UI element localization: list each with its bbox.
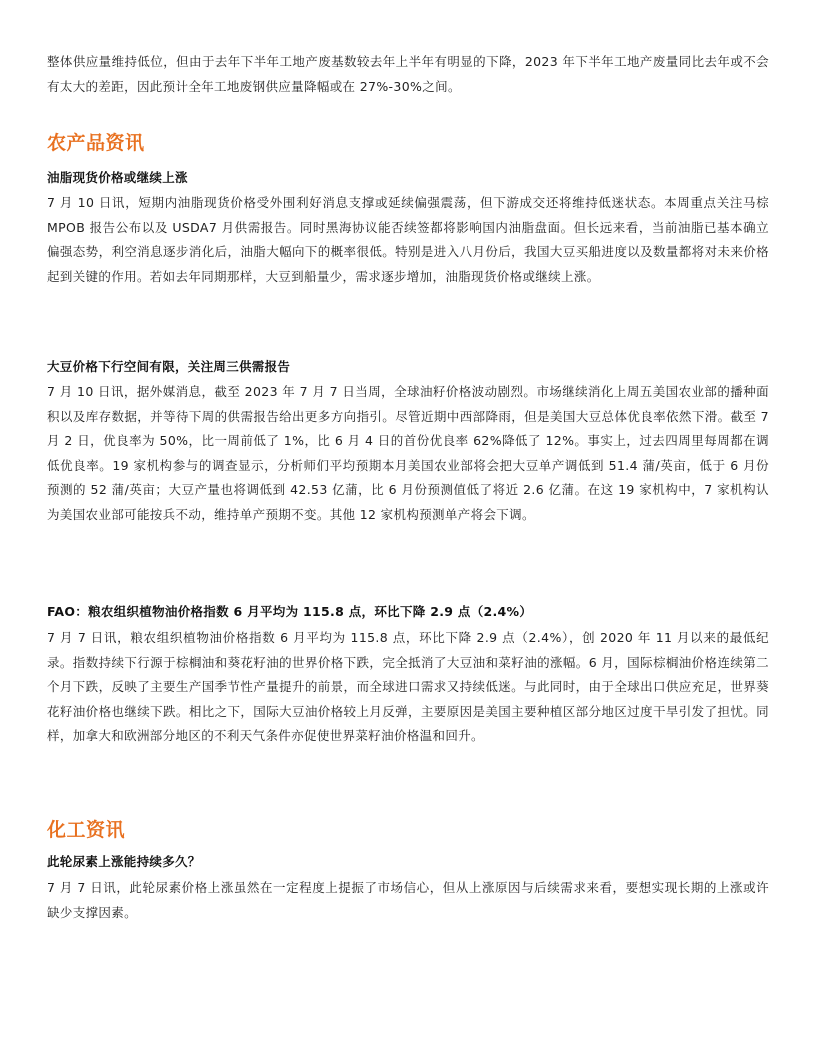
article-body-soybean: 7 月 10 日讯，据外媒消息，截至 2023 年 7 月 7 日当周，全球油籽价格波动剧烈。市场继续消化上周五美国农业部的播种面积以及库存数据，并等待下周的供需报告给出更多方向指引。尽管近期中西部降雨，但是美国大豆总体优良率依然下滑。截至 7 月 2 日，优良率为 50%，比一周前低了 1%，比 6 月 4 日的首份优良率 62%降低了 12%。事实上，过去四周里每周都在调低优良率。19 家机构参与的调查显示，分析师们平均预期本月美国农业部将会把大豆单产调低到 51.4 蒲/英亩，低于 6 月份预测的 52 蒲/英亩；大豆产量也将调低到 42.53 亿蒲，比 6 月份预测值低了将近 2.6 亿蒲。在这 19 家机构中，7 家机构认为美国农业部可能按兵不动，维持单产预期不变。其他 12 家机构预测单产将会下调。 xyxy=(47,384,769,522)
section-title-agriculture: 农产品资讯 xyxy=(47,132,145,154)
intro-paragraph: 整体供应量维持低位，但由于去年下半年工地产废基数较去年上半年有明显的下降，2023 年下半年工地产废量同比去年或不会有太大的差距，因此预计全年工地废钢供应量降幅或在 27%-30%之间。 xyxy=(47,54,769,94)
section-title-chemical: 化工资讯 xyxy=(47,819,126,841)
article-body-fao: 7 月 7 日讯，粮农组织植物油价格指数 6 月平均为 115.8 点，环比下降 2.9 点（2.4%），创 2020 年 11 月以来的最低纪录。指数持续下行源于棕榈油和葵花籽油的世界价格下跌，完全抵消了大豆油和菜籽油的涨幅。6 月，国际棕榈油价格连续第二个月下跌，反映了主要生产国季节性产量提升的前景，而全球进口需求又持续低迷。与此同时，由于全球出口供应充足，世界葵花籽油价格也继续下跌。相比之下，国际大豆油价格较上月反弹，主要原因是美国主要种植区部分地区过度干旱引发了担忧。同样，加拿大和欧洲部分地区的不利天气条件亦促使世界菜籽油价格温和回升。 xyxy=(47,630,769,743)
article-title-urea: 此轮尿素上涨能持续多久？ xyxy=(47,854,201,869)
article-title-fao: FAO：粮农组织植物油价格指数 6 月平均为 115.8 点，环比下降 2.9 点（2.4%） xyxy=(47,604,533,619)
article-title-soybean: 大豆价格下行空间有限，关注周三供需报告 xyxy=(47,359,291,374)
article-title-oil-price: 油脂现货价格或继续上涨 xyxy=(47,170,188,185)
article-body-oil-price: 7 月 10 日讯，短期内油脂现货价格受外围利好消息支撑或延续偏强震荡，但下游成交还将维持低迷状态。本周重点关注马棕 MPOB 报告公布以及 USDA7 月供需报告。同时黑海协议能否续签都将影响国内油脂盘面。但长远来看，当前油脂已基本确立偏强态势，利空消息逐步消化后，油脂大幅向下的概率很低。特别是进入八月份后，我国大豆买船进度以及数量都将对未来价格起到关键的作用。若如去年同期那样，大豆到船量少，需求逐步增加，油脂现货价格或继续上涨。 xyxy=(47,195,769,284)
article-body-urea: 7 月 7 日讯，此轮尿素价格上涨虽然在一定程度上提振了市场信心，但从上涨原因与后续需求来看，要想实现长期的上涨或许缺少支撑因素。 xyxy=(47,880,769,920)
